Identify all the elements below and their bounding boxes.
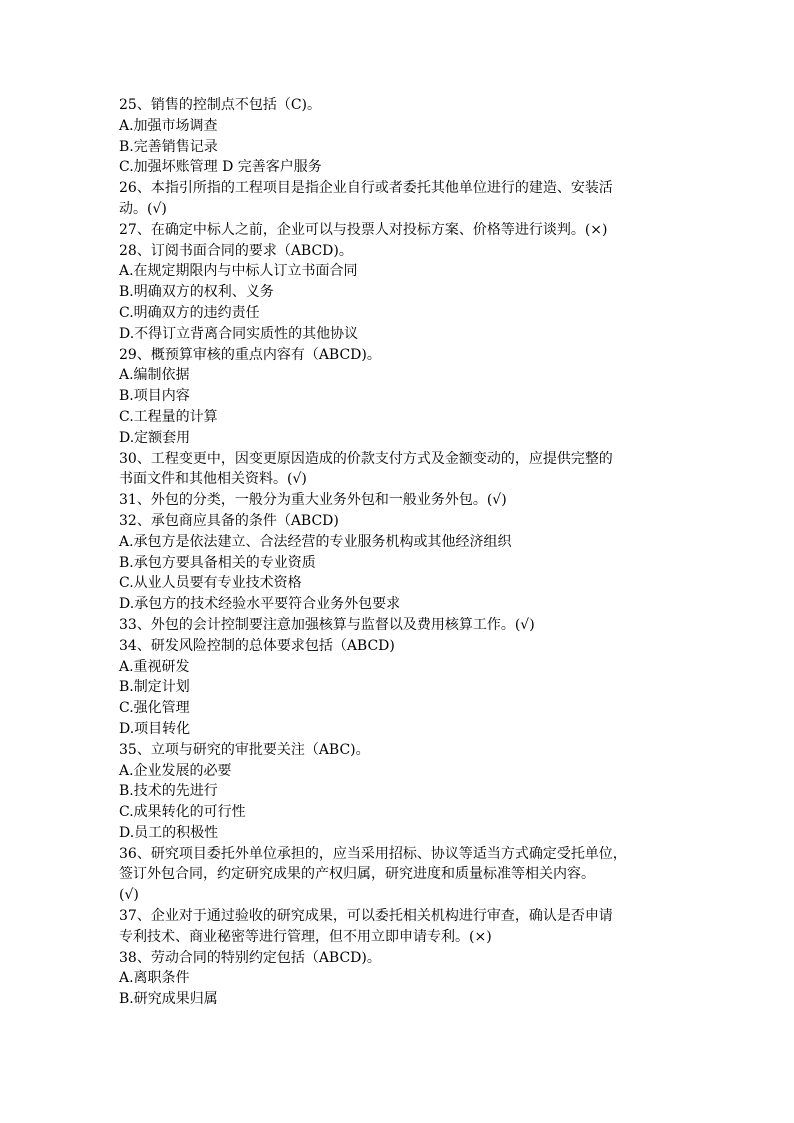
option-line: A.离职条件 — [119, 970, 190, 987]
question-36-answer: (√) — [119, 887, 139, 904]
question-36-continued: 签订外包合同，约定研究成果的产权归属，研究进度和质量标准等相关内容。 — [119, 866, 595, 883]
option-line: C.明确双方的违约责任 — [119, 304, 260, 321]
option-line: B.技术的先进行 — [119, 783, 218, 800]
option-line: A.重视研发 — [119, 658, 190, 675]
option-line: C.成果转化的可行性 — [119, 804, 246, 821]
option-line: A.承包方是依法建立、合法经营的专业服务机构或其他经济组织 — [119, 533, 512, 550]
question-29: 29、概预算审核的重点内容有（ABCD)。 — [119, 346, 381, 363]
question-33: 33、外包的会计控制要注意加强核算与监督以及费用核算工作。(√) — [119, 616, 535, 633]
question-36: 36、研究项目委托外单位承担的，应当采用招标、协议等适当方式确定受托单位， — [119, 845, 627, 862]
option-line: B.制定计划 — [119, 679, 190, 696]
option-line: C.强化管理 — [119, 700, 190, 717]
question-25: 25、销售的控制点不包括（C)。 — [119, 97, 321, 113]
option-line: D.承包方的技术经验水平要符合业务外包要求 — [119, 596, 401, 613]
question-37-continued: 专利技术、商业秘密等进行管理，但不用立即申请专利。(×) — [119, 928, 492, 945]
option-line: C.从业人员要有专业技术资格 — [119, 575, 302, 592]
question-26-continued: 动。(√) — [119, 200, 167, 217]
question-34: 34、研发风险控制的总体要求包括（ABCD) — [119, 637, 395, 654]
option-line: B.明确双方的权利、义务 — [119, 284, 274, 301]
option-line: D.定额套用 — [119, 429, 191, 446]
option-line: B.完善销售记录 — [119, 138, 218, 155]
option-line: A.编制依据 — [119, 367, 190, 384]
option-line: B.项目内容 — [119, 388, 190, 405]
option-line: A.加强市场调查 — [119, 117, 218, 134]
option-line: D.项目转化 — [119, 720, 191, 737]
document-body — [119, 95, 679, 1010]
question-28: 28、订阅书面合同的要求（ABCD)。 — [119, 242, 353, 259]
question-35: 35、立项与研究的审批要关注（ABC)。 — [119, 741, 370, 758]
question-27: 27、在确定中标人之前，企业可以与投票人对投标方案、价格等进行谈判。(×) — [119, 221, 608, 238]
option-line: B.承包方要具备相关的专业资质 — [119, 554, 316, 571]
option-line: A.企业发展的必要 — [119, 762, 232, 779]
question-26: 26、本指引所指的工程项目是指企业自行或者委托其他单位进行的建造、安装活 — [119, 180, 613, 197]
question-37: 37、企业对于通过验收的研究成果，可以委托相关机构进行审查，确认是否申请 — [119, 908, 613, 925]
option-line: D.员工的积极性 — [119, 824, 219, 841]
option-line: B.研究成果归属 — [119, 991, 218, 1008]
question-31: 31、外包的分类，一般分为重大业务外包和一般业务外包。(√) — [119, 492, 507, 509]
question-30-continued: 书面文件和其他相关资料。(√) — [119, 471, 307, 488]
question-30: 30、工程变更中，因变更原因造成的价款支付方式及金额变动的，应提供完整的 — [119, 450, 613, 467]
option-line: A.在规定期限内与中标人订立书面合同 — [119, 263, 358, 280]
question-38: 38、劳动合同的特别约定包括（ABCD)。 — [119, 949, 381, 966]
option-line: C.工程量的计算 — [119, 408, 218, 425]
question-32: 32、承包商应具备的条件（ABCD) — [119, 512, 339, 529]
option-line: C.加强坏账管理 D 完善客户服务 — [119, 159, 322, 176]
option-line: D.不得订立背离合同实质性的其他协议 — [119, 325, 359, 342]
